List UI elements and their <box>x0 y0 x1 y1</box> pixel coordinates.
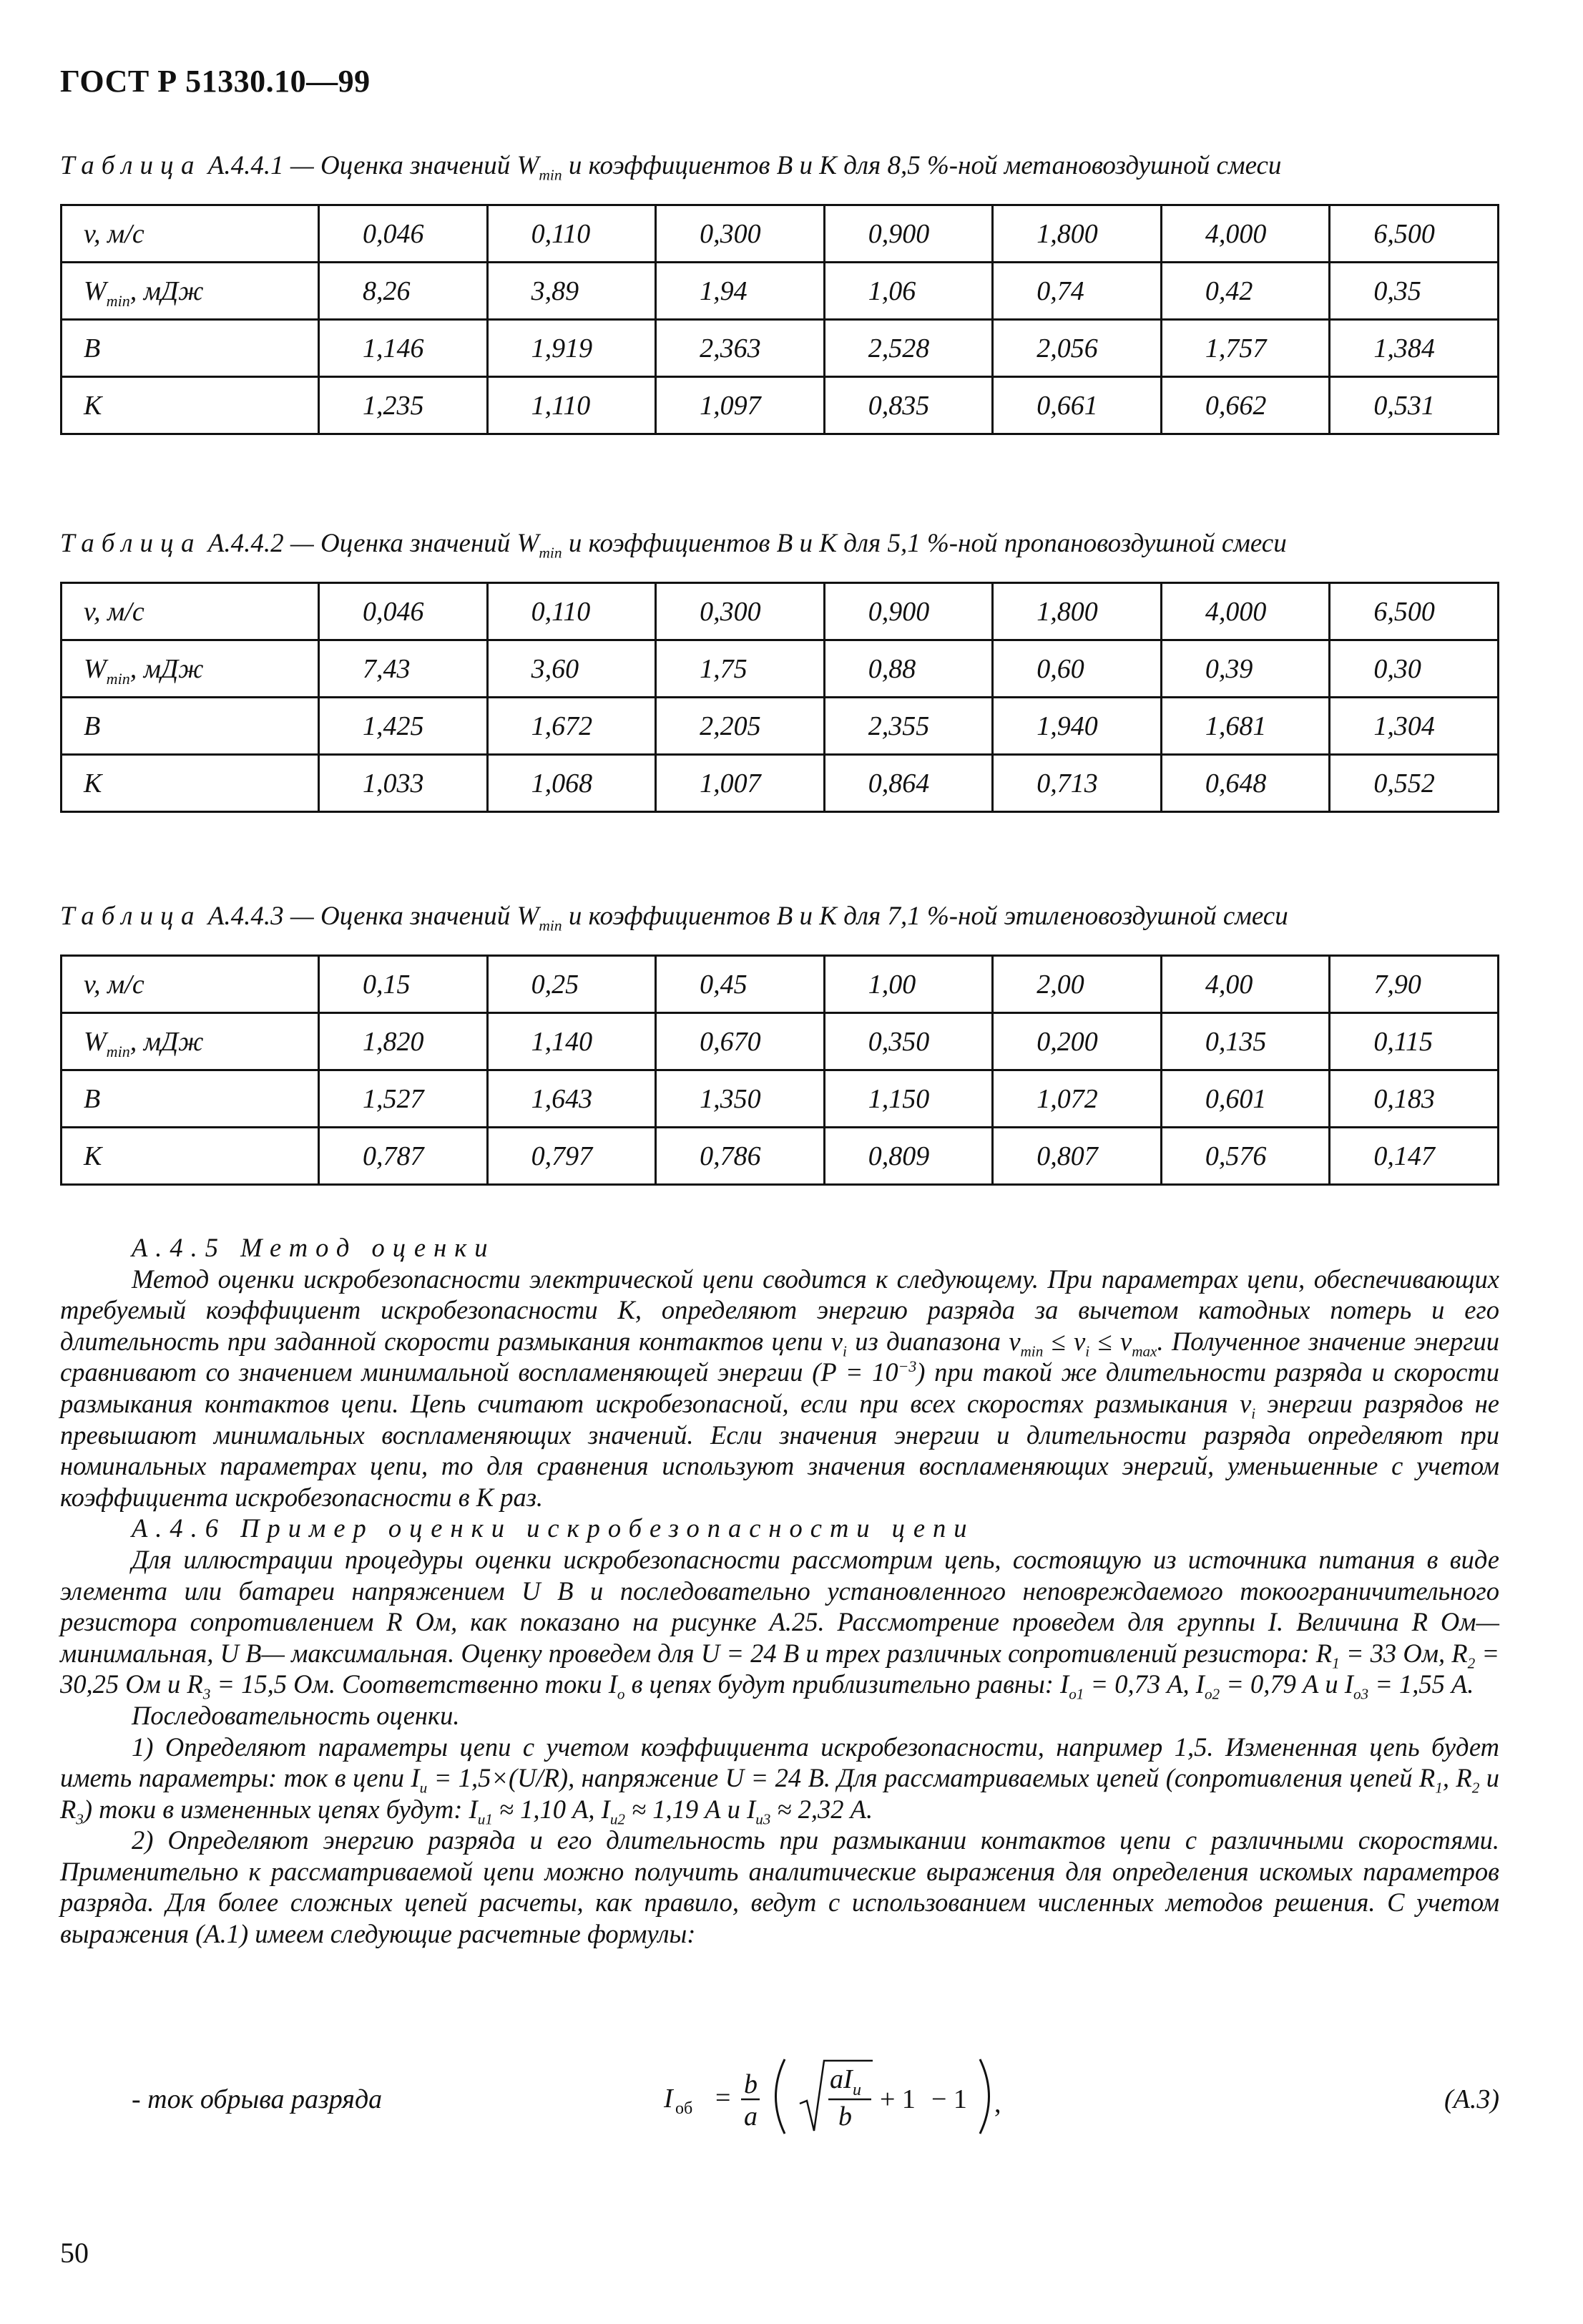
table-row <box>62 205 1499 263</box>
text-run: v <box>1240 1388 1252 1418</box>
text-sub: 1 <box>1332 1654 1340 1672</box>
text-run: , R <box>1442 1763 1472 1793</box>
table-row <box>62 377 1499 434</box>
caption-id: А.4.4.3 <box>207 902 284 931</box>
formula-tail: , <box>994 2089 1001 2119</box>
text-run: = 30,25 Ом и R <box>60 1638 1499 1699</box>
table-cell: 0,45 <box>656 956 825 1013</box>
table-cell <box>62 263 319 320</box>
table-cell: 1,425 <box>319 698 488 755</box>
table-cell: v, м/с <box>62 583 319 640</box>
table-cell: 0,200 <box>993 1013 1162 1070</box>
caption-w: W <box>516 529 539 558</box>
caption-post: и коэффициентов B и K для 8,5 %-ной метановоздушной смеси <box>562 151 1282 180</box>
table-cell: 1,384 <box>1330 320 1499 377</box>
table-cell <box>62 1013 319 1070</box>
formula-label: - ток обрыва разряда <box>132 2084 383 2114</box>
text-sub: u <box>419 1779 428 1797</box>
table-cell: 0,300 <box>656 205 825 263</box>
formula-expression <box>660 2054 1060 2139</box>
w-label-suffix: , мДж <box>129 653 204 684</box>
formula-inner-num: aI <box>830 2064 853 2094</box>
table-cell: 0,576 <box>1161 1128 1330 1185</box>
text-run: из диапазона <box>846 1326 1009 1356</box>
table-cell: 0,900 <box>824 205 993 263</box>
table-cell: 0,30 <box>1330 640 1499 698</box>
table-cell: 1,820 <box>319 1013 488 1070</box>
table-cell: 1,800 <box>993 583 1162 640</box>
caption-w: W <box>516 151 539 180</box>
text-run: = 1,5×(U/R), напряжение U = 24 В. Для рассматриваемых цепей (сопротивления цепей R <box>427 1763 1436 1793</box>
table-cell: 7,43 <box>319 640 488 698</box>
table-cell: 1,681 <box>1161 698 1330 755</box>
section-number: А.4.6 <box>132 1513 227 1543</box>
table-cell: 0,046 <box>319 205 488 263</box>
table-cell: 0,183 <box>1330 1070 1499 1128</box>
w-label: W <box>84 653 107 684</box>
text-run: ≈ 1,10 А, I <box>492 1794 610 1824</box>
table-2 <box>60 582 1499 813</box>
table-cell: 1,304 <box>1330 698 1499 755</box>
table-cell: 1,072 <box>993 1070 1162 1128</box>
text-run: ≤ v <box>1043 1326 1086 1356</box>
table-cell: 0,713 <box>993 755 1162 812</box>
table-cell: 7,90 <box>1330 956 1499 1013</box>
right-paren-icon <box>980 2059 989 2134</box>
text-run: ) при такой же длительности разряда и скорости размыкания контактов цепи. Цепь считают искробезопасной, если при всех скоростях размыкания <box>60 1357 1499 1418</box>
w-label-sub: min <box>106 669 130 688</box>
table-cell: 0,74 <box>993 263 1162 320</box>
table-cell: 0,601 <box>1161 1070 1330 1128</box>
text-run: = 15,5 Ом. Соответственно токи I <box>210 1669 617 1699</box>
text-sub: i <box>842 1342 847 1360</box>
caption-prefix: Таблица <box>60 151 202 180</box>
body-text <box>60 1232 1499 1950</box>
table-cell: 1,097 <box>656 377 825 434</box>
table-cell: 0,300 <box>656 583 825 640</box>
caption-id: А.4.4.1 <box>207 151 284 180</box>
table-cell: 0,835 <box>824 377 993 434</box>
table-row <box>62 956 1499 1013</box>
table-cell: 1,643 <box>487 1070 656 1128</box>
text-sub: u3 <box>755 1810 771 1828</box>
table-cell: 0,786 <box>656 1128 825 1185</box>
w-label-sub: min <box>106 1042 130 1060</box>
table-caption-2 <box>60 528 1287 562</box>
text-run: v <box>830 1326 843 1356</box>
table-cell: 1,757 <box>1161 320 1330 377</box>
text-run: энергии разрядов не превышают минимальных воспламеняющих значений. Если значения энергии и длительности разряда определяют при номинальных параметрах цепи, то для сравнения используют значения воспламеняющих энергий, уменьшенные с учетом коэффициента искробезопасности в K раз. <box>60 1388 1500 1512</box>
w-label-suffix: , мДж <box>129 275 204 306</box>
table-cell: 1,150 <box>824 1070 993 1128</box>
table-cell: 1,800 <box>993 205 1162 263</box>
text-run: = 0,73 А, I <box>1084 1669 1205 1699</box>
formula-inner-num-sub: u <box>853 2081 861 2099</box>
table-cell: 0,88 <box>824 640 993 698</box>
caption-pre: — Оценка значений <box>283 529 517 558</box>
text-run: в цепях будут приблизительно равны: I <box>624 1669 1069 1699</box>
table-cell: 0,531 <box>1330 377 1499 434</box>
table-cell: 4,000 <box>1161 583 1330 640</box>
formula-plus-one: + 1 <box>880 2084 916 2114</box>
table-cell: 0,809 <box>824 1128 993 1185</box>
text-sub: o2 <box>1204 1685 1220 1703</box>
table-cell: 1,06 <box>824 263 993 320</box>
w-label: W <box>84 275 107 306</box>
section-heading-a46 <box>60 1513 1499 1544</box>
formula-eq: = <box>715 2083 731 2113</box>
document-header: ГОСТ Р 51330.10—99 <box>60 64 371 99</box>
section-heading-a45 <box>60 1232 1499 1264</box>
formula-lhs: I <box>664 2084 673 2114</box>
table-cell: 0,900 <box>824 583 993 640</box>
section-title: Пример оценки искробезопасности цепи <box>240 1513 975 1543</box>
table-1 <box>60 204 1499 435</box>
text-sub: u2 <box>609 1810 625 1828</box>
table-row <box>62 640 1499 698</box>
text-sub: u1 <box>477 1810 493 1828</box>
table-caption-1 <box>60 150 1282 184</box>
table-cell: 2,056 <box>993 320 1162 377</box>
table-cell: 0,60 <box>993 640 1162 698</box>
formula-lhs-sub: об <box>675 2099 693 2118</box>
table-cell: 1,75 <box>656 640 825 698</box>
table-cell: 1,068 <box>487 755 656 812</box>
paragraph-sequence: Последовательность оценки. <box>132 1700 460 1730</box>
section-number: А.4.5 <box>132 1233 227 1262</box>
table-cell: K <box>62 377 319 434</box>
table-row <box>62 320 1499 377</box>
formula-inner-den: b <box>838 2101 852 2132</box>
text-run: = 1,55 А. <box>1368 1669 1474 1699</box>
table-cell: 0,147 <box>1330 1128 1499 1185</box>
text-sup: −3 <box>898 1357 917 1376</box>
table-cell: 2,363 <box>656 320 825 377</box>
table-cell: 0,864 <box>824 755 993 812</box>
text-run: . Полученное значение энергии сравнивают со значением минимальной воспламеняющей энергии (P = 10 <box>60 1326 1500 1387</box>
caption-w-sub: min <box>539 166 562 184</box>
table-cell: 2,205 <box>656 698 825 755</box>
text-sub: o <box>617 1685 625 1703</box>
table-cell: 4,00 <box>1161 956 1330 1013</box>
text-run: = 0,79 А и I <box>1220 1669 1353 1699</box>
text-sub: 1 <box>1435 1779 1443 1797</box>
table-cell: v, м/с <box>62 205 319 263</box>
text-run: и R <box>60 1763 1499 1824</box>
caption-prefix: Таблица <box>60 902 202 931</box>
section-title: Метод оценки <box>240 1233 496 1262</box>
table-cell: 1,672 <box>487 698 656 755</box>
table-cell: 1,007 <box>656 755 825 812</box>
table-cell: 0,110 <box>487 583 656 640</box>
caption-post: и коэффициентов B и K для 5,1 %-ной пропановоздушной смеси <box>562 529 1287 558</box>
table-cell: 0,662 <box>1161 377 1330 434</box>
table-cell: 0,39 <box>1161 640 1330 698</box>
text-sub: o1 <box>1069 1685 1084 1703</box>
table-cell: 0,046 <box>319 583 488 640</box>
table-cell: 0,42 <box>1161 263 1330 320</box>
text-run: Метод оценки искробезопасности электрической цепи сводится к следующему. При параметрах цепи, обеспечивающих требуемый коэффициент искробезопасности K, определяют энергию разряда за вычетом катодных потерь и его длительность при заданной скорости размыкания контактов цепи <box>60 1264 1499 1356</box>
formula-frac-den: a <box>744 2101 758 2132</box>
w-label-suffix: , мДж <box>129 1026 204 1057</box>
table-cell: B <box>62 1070 319 1128</box>
page-number: 50 <box>60 2237 89 2269</box>
text-run: 1) Определяют параметры цепи с учетом коэффициента искробезопасности, например 1,5. Измененная цепь будет иметь параметры: ток в цепи I <box>60 1732 1499 1793</box>
text-sub: 3 <box>202 1685 211 1703</box>
table-cell: 1,350 <box>656 1070 825 1128</box>
table-cell: 0,807 <box>993 1128 1162 1185</box>
table-3 <box>60 954 1499 1186</box>
table-cell: v, м/с <box>62 956 319 1013</box>
text-sub: i <box>1085 1342 1090 1360</box>
table-cell: B <box>62 698 319 755</box>
formula-minus-one: − 1 <box>931 2084 967 2114</box>
text-sub: 2 <box>1467 1654 1476 1672</box>
text-sub: max <box>1132 1342 1157 1360</box>
left-paren-icon <box>776 2059 785 2134</box>
table-cell <box>62 640 319 698</box>
formula-frac-num: b <box>744 2069 758 2099</box>
table-cell: 6,500 <box>1330 205 1499 263</box>
text-run: = 33 Ом, R <box>1339 1638 1468 1668</box>
caption-w-sub: min <box>539 544 562 562</box>
table-row <box>62 755 1499 812</box>
text-run: v <box>1009 1326 1021 1356</box>
text-run: ≈ 1,19 А и I <box>624 1794 756 1824</box>
text-sub: o3 <box>1353 1685 1369 1703</box>
table-cell: 1,919 <box>487 320 656 377</box>
formula-number: (А.3) <box>1444 2084 1499 2114</box>
paragraph-step-1 <box>60 1732 1499 1828</box>
caption-w-sub: min <box>539 917 562 934</box>
table-cell: 0,15 <box>319 956 488 1013</box>
caption-prefix: Таблица <box>60 529 202 558</box>
table-cell: 0,135 <box>1161 1013 1330 1070</box>
table-cell: 2,528 <box>824 320 993 377</box>
table-cell: 0,670 <box>656 1013 825 1070</box>
table-row <box>62 583 1499 640</box>
table-row <box>62 263 1499 320</box>
table-cell: 0,35 <box>1330 263 1499 320</box>
formula-a3 <box>60 2054 1499 2139</box>
paragraph-step-2: 2) Определяют энергию разряда и его длительность при размыкании контактов цепи с различными скоростями. Применительно к рассматриваемой цепи можно получить аналитические выражения для определения искомых параметров разряда. Для более сложных цепей расчеты, как правило, ведут с использованием численных методов решения. С учетом выражения (А.1) имеем следующие расчетные формулы: <box>60 1825 1499 1949</box>
table-cell: 0,797 <box>487 1128 656 1185</box>
table-cell: 0,350 <box>824 1013 993 1070</box>
text-run: ≈ 2,32 А. <box>770 1794 873 1824</box>
table-cell: 3,60 <box>487 640 656 698</box>
table-cell: 0,25 <box>487 956 656 1013</box>
caption-pre: — Оценка значений <box>283 151 517 180</box>
table-cell: 1,940 <box>993 698 1162 755</box>
text-run: ≤ v <box>1089 1326 1132 1356</box>
table-cell: 1,033 <box>319 755 488 812</box>
table-cell: 2,355 <box>824 698 993 755</box>
table-row <box>62 1070 1499 1128</box>
caption-post: и коэффициентов B и K для 7,1 %-ной этиленовоздушной смеси <box>562 902 1288 931</box>
w-label: W <box>84 1026 107 1057</box>
text-sub: 2 <box>1471 1779 1480 1797</box>
table-cell: 0,552 <box>1330 755 1499 812</box>
text-sub: 3 <box>76 1810 84 1828</box>
table-cell: K <box>62 1128 319 1185</box>
table-cell: B <box>62 320 319 377</box>
table-cell: 0,787 <box>319 1128 488 1185</box>
table-cell: 1,146 <box>319 320 488 377</box>
table-cell: 1,235 <box>319 377 488 434</box>
table-cell: 1,527 <box>319 1070 488 1128</box>
table-row <box>62 698 1499 755</box>
table-cell: 0,115 <box>1330 1013 1499 1070</box>
table-row <box>62 1013 1499 1070</box>
paragraph-a46 <box>60 1544 1499 1703</box>
table-cell: 0,110 <box>487 205 656 263</box>
paragraph-a45 <box>60 1264 1499 1513</box>
table-caption-3 <box>60 901 1288 932</box>
table-cell: 6,500 <box>1330 583 1499 640</box>
text-sub: i <box>1251 1405 1256 1422</box>
table-cell: 8,26 <box>319 263 488 320</box>
table-cell: 2,00 <box>993 956 1162 1013</box>
caption-id: А.4.4.2 <box>207 529 284 558</box>
table-cell: 0,648 <box>1161 755 1330 812</box>
table-cell: 0,661 <box>993 377 1162 434</box>
table-cell: 4,000 <box>1161 205 1330 263</box>
table-cell: 1,94 <box>656 263 825 320</box>
w-label-sub: min <box>106 291 130 310</box>
text-run: ) токи в измененных цепях будут: I <box>83 1794 478 1824</box>
caption-w: W <box>516 902 539 931</box>
table-cell: K <box>62 755 319 812</box>
caption-pre: — Оценка значений <box>283 902 517 931</box>
table-row <box>62 1128 1499 1185</box>
table-cell: 1,110 <box>487 377 656 434</box>
table-cell: 3,89 <box>487 263 656 320</box>
table-cell: 1,00 <box>824 956 993 1013</box>
text-run: Для иллюстрации процедуры оценки искробезопасности рассмотрим цепь, состоящую из источника питания в виде элемента или батареи напряжением U В и последовательно установленного неповреждаемого токоограничительного резистора сопротивлением R Ом, как показано на рисунке А.25. Рассмотрение проведем для группы I. Величина R Ом— минимальная, U В— максимальная. Оценку проведем для U = 24 В и трех различных сопротивлений резистора: R <box>60 1544 1499 1668</box>
text-sub: min <box>1020 1342 1044 1360</box>
table-cell: 1,140 <box>487 1013 656 1070</box>
